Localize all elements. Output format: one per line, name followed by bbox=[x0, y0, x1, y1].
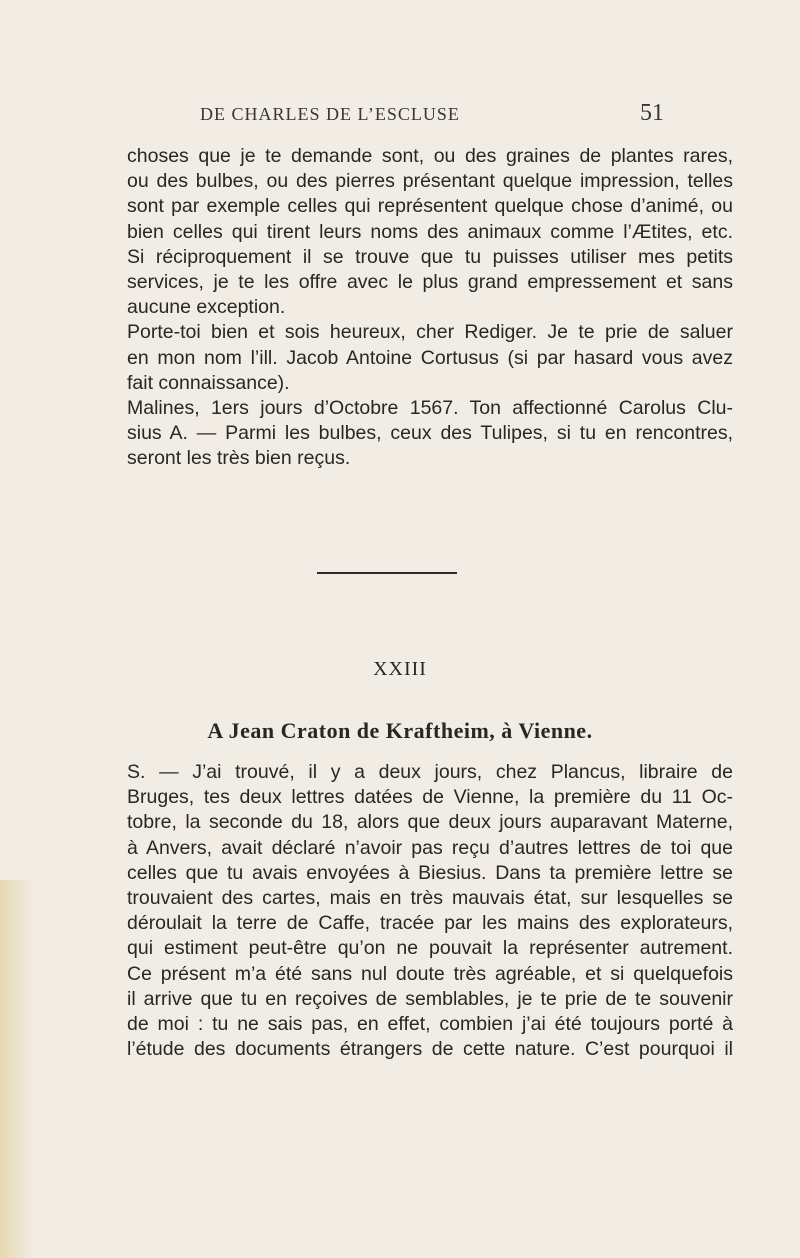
section-divider bbox=[317, 572, 457, 574]
text-line: de moi : tu ne sais pas, en effet, combien j’ai été toujours porté à bbox=[127, 1013, 733, 1036]
text-line: qui estiment peut-être qu’on ne pouvait la représenter autrement. bbox=[127, 937, 733, 960]
text-line: sius A. — Parmi les bulbes, ceux des Tulipes, si tu en rencontres, bbox=[127, 422, 733, 445]
text-line: il arrive que tu en reçoives de semblables, je te prie de te souvenir bbox=[127, 987, 733, 1010]
letter-end-paragraph bbox=[127, 144, 733, 472]
text-line: en mon nom l’ill. Jacob Antoine Cortusus (si par hasard vous avez bbox=[127, 346, 733, 369]
letter-number: XXIII bbox=[373, 658, 427, 680]
text-line: l’étude des documents étrangers de cette nature. C’est pourquoi il bbox=[127, 1038, 733, 1061]
text-line: bien celles qui tirent leurs noms des animaux comme l’Ætites, etc. bbox=[127, 220, 733, 243]
page-stain bbox=[0, 880, 34, 1258]
letter-heading: A Jean Craton de Kraftheim, à Vienne. bbox=[207, 718, 593, 743]
text-line: choses que je te demande sont, ou des graines de plantes rares, bbox=[127, 145, 733, 167]
letter-begin-paragraph bbox=[127, 760, 733, 1062]
text-line: sont par exemple celles qui représentent quelque chose d’animé, ou bbox=[127, 195, 733, 218]
text-line: Malines, 1ers jours d’Octobre 1567. Ton affectionné Carolus Clu- bbox=[127, 397, 733, 420]
text-line: Si réciproquement il se trouve que tu puisses utiliser mes petits bbox=[127, 245, 733, 268]
text-line: services, je te les offre avec le plus grand empressement et sans bbox=[127, 271, 733, 294]
text-line: Ce présent m’a été sans nul doute très agréable, et si quelquefois bbox=[127, 962, 733, 985]
text-line: à Anvers, avait déclaré n’avoir pas reçu d’autres lettres de toi que bbox=[127, 836, 733, 859]
text-line: celles que tu avais envoyées à Biesius. Dans ta première lettre se bbox=[127, 861, 733, 884]
text-line: fait connaissance). bbox=[127, 371, 290, 394]
running-head-title: DE CHARLES DE L’ESCLUSE bbox=[200, 104, 460, 124]
text-line: seront les très bien reçus. bbox=[127, 447, 351, 470]
text-line: ou des bulbes, ou des pierres présentant quelque impression, telles bbox=[127, 170, 733, 193]
text-line: Porte-toi bien et sois heureux, cher Rediger. Je te prie de saluer bbox=[127, 321, 733, 344]
text-line: Bruges, tes deux lettres datées de Vienne, la première du 11 Oc- bbox=[127, 786, 733, 809]
running-head bbox=[0, 100, 800, 130]
text-line: tobre, la seconde du 18, alors que deux jours auparavant Materne, bbox=[127, 811, 733, 834]
text-line: aucune exception. bbox=[127, 296, 286, 319]
page-number: 51 bbox=[640, 100, 664, 126]
text-line: S. — J’ai trouvé, il y a deux jours, chez Plancus, libraire de bbox=[127, 761, 733, 783]
text-line: trouvaient des cartes, mais en très mauvais état, sur lesquelles se bbox=[127, 887, 733, 910]
text-line: déroulait la terre de Caffe, tracée par les mains des explorateurs, bbox=[127, 912, 733, 935]
